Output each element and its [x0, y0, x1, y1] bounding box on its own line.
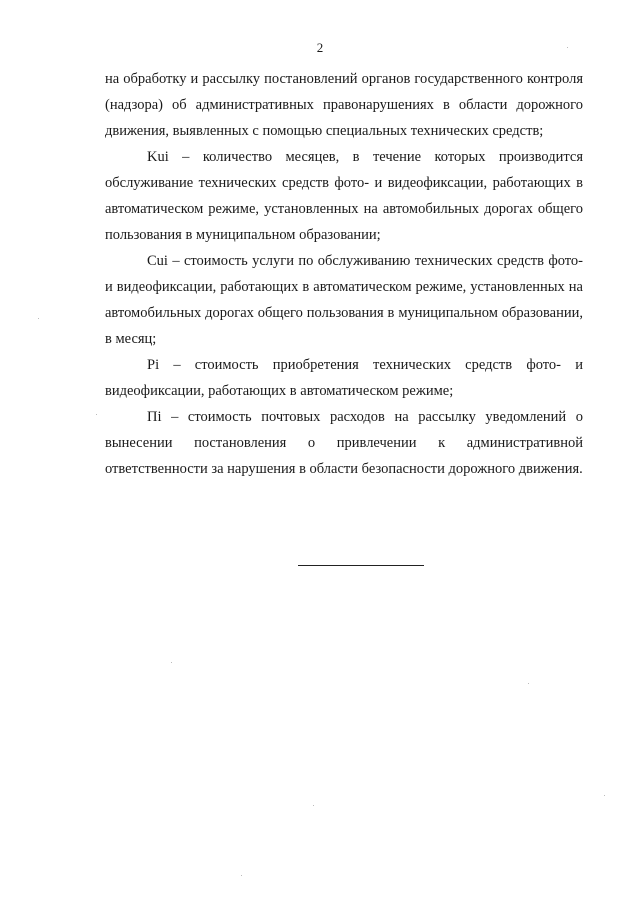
scan-speck — [171, 662, 172, 663]
document-body — [105, 66, 583, 482]
page-number: 2 — [316, 40, 324, 55]
scan-speck — [567, 47, 568, 48]
paragraph-postal-definition: Пi – стоимость почтовых расходов на рассылку уведомлений о вынесении постановления о привлечении к административной ответственности за нарушения в области безопасности дорожного движения. — [105, 409, 583, 477]
paragraph-pi-definition: Pi – стоимость приобретения технических средств фото- и видеофиксации, работающих в автоматическом режиме; — [105, 357, 583, 399]
scan-speck — [96, 414, 97, 415]
scan-speck — [528, 683, 529, 684]
scan-speck — [38, 318, 39, 319]
scan-speck — [604, 795, 605, 796]
paragraph-kui-definition: Kui – количество месяцев, в течение которых производится обслуживание технических средств фото- и видеофиксации, работающих в автоматическом режиме, установленных на автомобильных дорогах общего пользования в муниципальном образовании; — [105, 149, 583, 243]
scan-speck — [241, 875, 242, 876]
scan-speck — [313, 805, 314, 806]
end-separator-line — [298, 565, 424, 566]
paragraph-continuation: на обработку и рассылку постановлений органов государственного контроля (надзора) об административных правонарушениях в области дорожного движения, выявленных с помощью специальных технических средств; — [105, 71, 583, 139]
paragraph-cui-definition: Cui – стоимость услуги по обслуживанию технических средств фото- и видеофиксации, работающих в автоматическом режиме, установленных на автомобильных дорогах общего пользования в муниципальном образовании, в месяц; — [105, 253, 583, 347]
